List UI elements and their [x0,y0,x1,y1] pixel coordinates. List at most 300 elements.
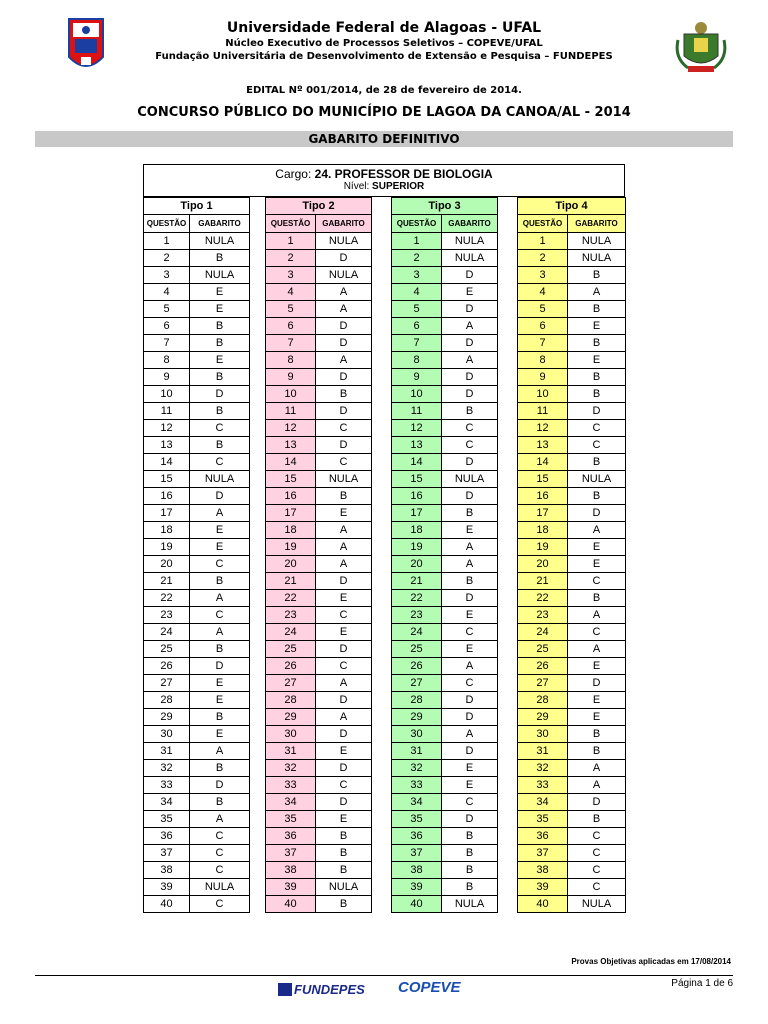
question-number: 3 [144,267,190,284]
answer-cell: A [442,658,498,675]
question-number: 22 [144,590,190,607]
table-row [266,250,372,267]
answer-cell: D [190,658,250,675]
question-number: 16 [518,488,568,505]
answer-cell: C [568,573,626,590]
table-row [518,556,626,573]
answer-cell: C [442,420,498,437]
question-number: 9 [518,369,568,386]
table-row [392,709,498,726]
question-number: 37 [144,845,190,862]
question-number: 2 [144,250,190,267]
table-row [266,488,372,505]
question-number: 21 [144,573,190,590]
question-number: 39 [144,879,190,896]
question-number: 16 [144,488,190,505]
tipo-2-table [265,197,372,913]
table-row [392,777,498,794]
question-number: 12 [144,420,190,437]
question-number: 34 [266,794,316,811]
answer-cell: E [568,352,626,369]
column-header-questao: QUESTÃO [518,215,568,233]
answer-cell: NULA [442,250,498,267]
question-number: 39 [266,879,316,896]
answer-cell: B [568,301,626,318]
table-row [266,896,372,913]
answer-cell: A [316,522,372,539]
question-number: 4 [144,284,190,301]
question-number: 22 [266,590,316,607]
answer-cell: D [442,811,498,828]
cargo-box [143,164,625,197]
question-number: 1 [518,233,568,250]
table-row [144,335,250,352]
question-number: 25 [144,641,190,658]
tipo-4-table [517,197,626,913]
table-row [518,318,626,335]
question-number: 36 [144,828,190,845]
column-header-gabarito: GABARITO [190,215,250,233]
question-number: 38 [144,862,190,879]
table-row [518,267,626,284]
answer-cell: C [568,624,626,641]
question-number: 5 [392,301,442,318]
question-number: 31 [518,743,568,760]
answer-cell: B [442,879,498,896]
question-number: 36 [392,828,442,845]
table-row [144,250,250,267]
table-row [518,726,626,743]
answer-cell: B [190,709,250,726]
answer-cell: C [316,658,372,675]
question-number: 17 [392,505,442,522]
question-number: 20 [266,556,316,573]
table-row [392,318,498,335]
column-header-questao: QUESTÃO [144,215,190,233]
answer-cell: D [190,386,250,403]
table-row [518,760,626,777]
table-row [392,845,498,862]
question-number: 20 [518,556,568,573]
answer-cell: D [442,301,498,318]
question-number: 30 [518,726,568,743]
question-number: 8 [144,352,190,369]
table-row [144,369,250,386]
answer-cell: B [442,505,498,522]
answer-cell: A [442,352,498,369]
question-number: 20 [392,556,442,573]
table-row [144,828,250,845]
answer-cell: C [190,828,250,845]
table-row [144,403,250,420]
answer-cell: A [568,641,626,658]
question-number: 31 [266,743,316,760]
table-row [518,301,626,318]
table-row [266,301,372,318]
question-number: 30 [144,726,190,743]
question-number: 37 [266,845,316,862]
answer-cell: B [442,862,498,879]
answer-cell: A [442,726,498,743]
answer-cell: D [316,369,372,386]
table-row [266,658,372,675]
table-row [518,250,626,267]
answer-cell: C [442,437,498,454]
table-row [144,420,250,437]
table-row [518,403,626,420]
question-number: 2 [518,250,568,267]
table-row [144,862,250,879]
question-number: 36 [518,828,568,845]
question-number: 3 [266,267,316,284]
question-number: 23 [144,607,190,624]
table-row [518,352,626,369]
answer-cell: D [316,403,372,420]
question-number: 29 [266,709,316,726]
nivel-line [144,181,624,192]
question-number: 2 [392,250,442,267]
table-row [518,828,626,845]
table-row [144,896,250,913]
question-number: 40 [518,896,568,913]
answer-cell: D [442,454,498,471]
answer-cell: C [442,675,498,692]
question-number: 40 [392,896,442,913]
table-row [392,454,498,471]
question-number: 35 [392,811,442,828]
answer-cell: D [316,335,372,352]
question-number: 16 [266,488,316,505]
answer-cell: B [316,896,372,913]
question-number: 35 [266,811,316,828]
table-row [518,811,626,828]
answer-cell: C [442,624,498,641]
question-number: 29 [518,709,568,726]
answer-cell: NULA [316,233,372,250]
answer-cell: NULA [190,233,250,250]
answer-cell: C [568,828,626,845]
question-number: 9 [266,369,316,386]
answer-cell: B [568,267,626,284]
table-row [392,301,498,318]
table-row [392,828,498,845]
question-number: 4 [518,284,568,301]
answer-cell: B [190,369,250,386]
question-number: 26 [266,658,316,675]
table-row [518,573,626,590]
answer-cell: B [568,743,626,760]
answer-cell: B [568,811,626,828]
answer-cell: C [442,794,498,811]
table-row [518,862,626,879]
table-row [144,352,250,369]
question-number: 3 [392,267,442,284]
fundacao-line: Fundação Universitária de Desenvolvimento de Extensão e Pesquisa – FUNDEPES [155,51,613,62]
table-row [266,437,372,454]
table-row [392,624,498,641]
table-row [266,352,372,369]
table-row [392,522,498,539]
table-row [144,522,250,539]
table-row [266,743,372,760]
question-number: 25 [266,641,316,658]
cargo-value: 24. PROFESSOR DE BIOLOGIA [314,167,493,181]
answer-cell: C [568,420,626,437]
answer-cell: D [316,641,372,658]
answer-cell: C [190,845,250,862]
question-number: 34 [518,794,568,811]
answer-cell: C [316,607,372,624]
answer-cell: D [316,573,372,590]
answer-cell: D [442,488,498,505]
question-number: 32 [144,760,190,777]
table-row [266,777,372,794]
table-row [392,692,498,709]
answer-cell: A [316,709,372,726]
question-number: 35 [144,811,190,828]
table-row [518,386,626,403]
edital-line: EDITAL Nº 001/2014, de 28 de fevereiro de 2014. [246,85,522,96]
university-title: Universidade Federal de Alagoas - UFAL [226,20,542,36]
question-number: 11 [392,403,442,420]
table-row [144,709,250,726]
answer-cell: E [442,777,498,794]
table-row [266,369,372,386]
nucleo-line: Núcleo Executivo de Processos Seletivos – COPEVE/UFAL [225,38,543,49]
table-row [144,760,250,777]
question-number: 25 [392,641,442,658]
question-number: 27 [266,675,316,692]
table-row [392,811,498,828]
table-row [266,318,372,335]
question-number: 34 [392,794,442,811]
table-row [144,386,250,403]
question-number: 7 [266,335,316,352]
answer-cell: A [442,556,498,573]
question-number: 32 [392,760,442,777]
answer-cell: E [568,556,626,573]
question-number: 32 [518,760,568,777]
question-number: 17 [144,505,190,522]
answer-cell: B [442,845,498,862]
question-number: 22 [518,590,568,607]
table-row [266,794,372,811]
answer-cell: B [568,369,626,386]
table-row [392,573,498,590]
column-header-gabarito: GABARITO [316,215,372,233]
table-row [518,471,626,488]
table-row [392,335,498,352]
tipo-header: Tipo 2 [266,198,372,215]
table-row [518,658,626,675]
table-row [144,590,250,607]
copeve-text: COPEVE [398,979,461,996]
answer-cell: E [316,624,372,641]
table-row [518,437,626,454]
answer-cell: B [442,403,498,420]
page-number: Página 1 de 6 [671,978,733,989]
answer-cell: B [190,437,250,454]
table-row [144,318,250,335]
table-row [518,454,626,471]
table-row [392,505,498,522]
answer-cell: A [316,539,372,556]
answer-cell: B [190,573,250,590]
table-row [392,794,498,811]
table-row [144,811,250,828]
table-row [266,862,372,879]
answer-cell: E [190,539,250,556]
table-row [518,284,626,301]
table-row [266,607,372,624]
table-row [144,794,250,811]
answer-cell: NULA [442,471,498,488]
answer-cell: D [316,794,372,811]
answer-cell: E [316,743,372,760]
table-row [144,539,250,556]
table-row [266,556,372,573]
question-number: 19 [392,539,442,556]
table-row [518,607,626,624]
answer-cell: B [316,386,372,403]
question-number: 18 [392,522,442,539]
table-row [392,369,498,386]
answer-cell: A [316,556,372,573]
table-row [266,284,372,301]
nivel-value: SUPERIOR [372,181,425,192]
question-number: 32 [266,760,316,777]
question-number: 4 [266,284,316,301]
table-row [144,556,250,573]
table-row [518,488,626,505]
question-number: 9 [144,369,190,386]
question-number: 22 [392,590,442,607]
question-number: 6 [144,318,190,335]
column-header-questao: QUESTÃO [266,215,316,233]
table-row [144,743,250,760]
table-row [518,369,626,386]
answer-cell: A [568,284,626,301]
question-number: 13 [144,437,190,454]
table-row [392,284,498,301]
question-number: 19 [518,539,568,556]
answer-cell: NULA [568,233,626,250]
answer-cell: D [190,777,250,794]
table-row [518,420,626,437]
answer-cell: B [190,794,250,811]
question-number: 29 [392,709,442,726]
answer-cell: C [316,420,372,437]
answer-cell: E [442,641,498,658]
table-row [144,233,250,250]
table-row [144,658,250,675]
question-number: 23 [518,607,568,624]
answer-cell: C [316,454,372,471]
answer-cell: E [316,505,372,522]
question-number: 8 [266,352,316,369]
table-row [266,675,372,692]
question-number: 6 [266,318,316,335]
table-row [392,267,498,284]
question-number: 12 [392,420,442,437]
table-row [392,879,498,896]
table-row [392,420,498,437]
question-number: 38 [392,862,442,879]
question-number: 24 [518,624,568,641]
answer-cell: B [316,845,372,862]
table-row [144,267,250,284]
answer-cell: A [316,675,372,692]
table-row [266,879,372,896]
table-row [518,590,626,607]
answer-cell: D [190,488,250,505]
answer-cell: D [442,267,498,284]
question-number: 31 [144,743,190,760]
answer-cell: E [316,590,372,607]
table-row [144,607,250,624]
answer-cell: B [442,828,498,845]
table-row [392,675,498,692]
answer-cell: NULA [190,267,250,284]
question-number: 15 [266,471,316,488]
answer-cell: E [316,811,372,828]
answer-cell: B [190,335,250,352]
question-number: 14 [518,454,568,471]
answer-cell: NULA [190,471,250,488]
question-number: 26 [392,658,442,675]
answer-cell: E [568,318,626,335]
question-number: 14 [144,454,190,471]
table-row [144,488,250,505]
question-number: 21 [266,573,316,590]
table-row [392,658,498,675]
table-row [266,267,372,284]
answer-cell: E [190,726,250,743]
table-row [266,624,372,641]
answer-cell: D [442,335,498,352]
table-row [392,607,498,624]
question-number: 23 [266,607,316,624]
question-number: 38 [518,862,568,879]
answer-cell: C [190,454,250,471]
answer-cell: E [442,522,498,539]
footer-divider [35,975,733,976]
table-row [266,828,372,845]
table-row [144,471,250,488]
answer-cell: E [442,760,498,777]
table-row [392,403,498,420]
question-number: 10 [144,386,190,403]
answer-cell: D [316,692,372,709]
answer-cell: D [442,709,498,726]
question-number: 33 [518,777,568,794]
answer-cell: B [568,454,626,471]
answer-cell: E [190,692,250,709]
table-row [144,726,250,743]
question-number: 5 [144,301,190,318]
table-row [266,590,372,607]
answer-cell: A [316,352,372,369]
answer-cell: C [190,556,250,573]
answer-cell: E [568,692,626,709]
table-row [144,437,250,454]
table-row [392,386,498,403]
question-number: 15 [392,471,442,488]
answer-cell: C [568,879,626,896]
answer-cell: D [316,437,372,454]
question-number: 8 [392,352,442,369]
question-number: 7 [144,335,190,352]
